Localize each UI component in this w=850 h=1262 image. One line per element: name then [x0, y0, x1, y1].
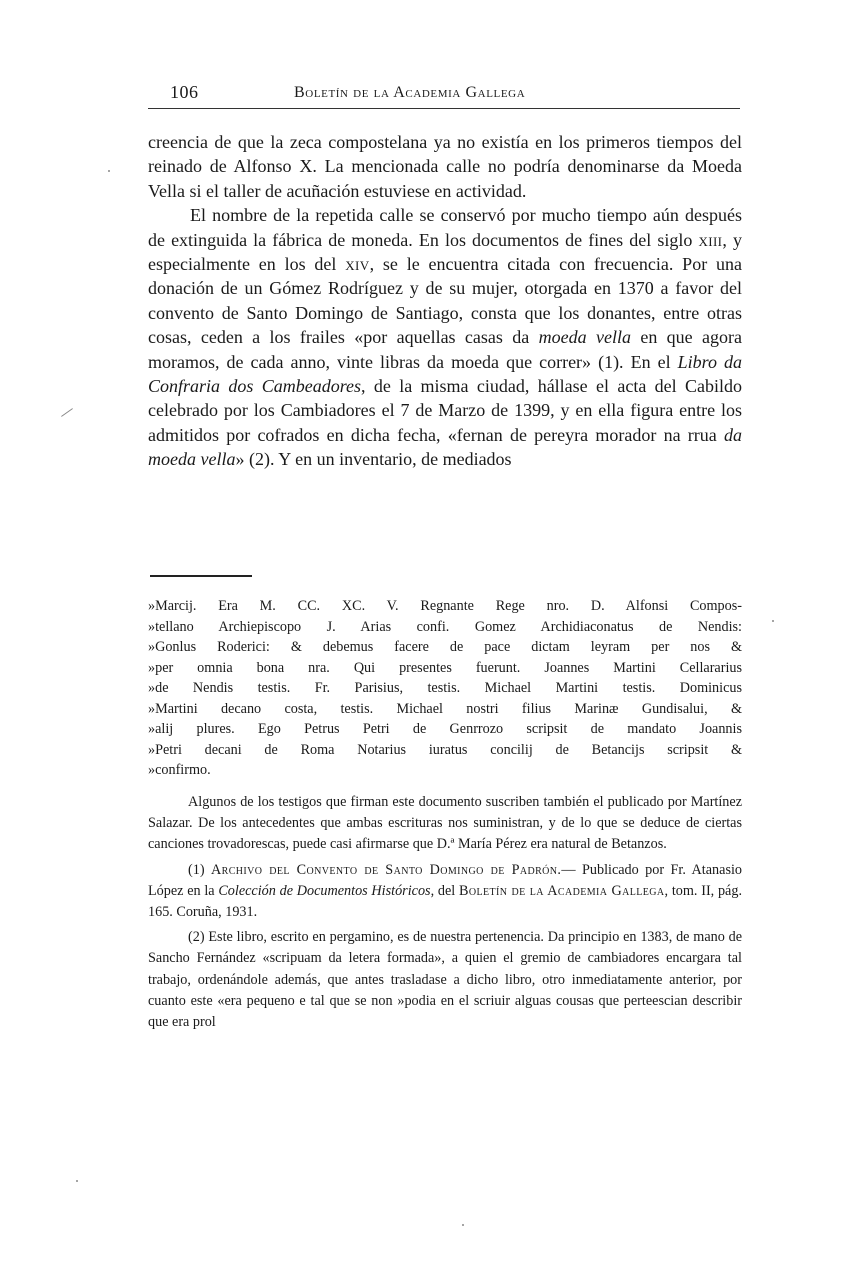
collection-title: Colección de Documentos Históricos: [218, 882, 431, 899]
century-xiv: xiv: [345, 254, 370, 275]
latin-line: »tellano Archiepiscopo J. Arias confi. Gomez Archidiaconatus de Nendis:: [148, 618, 742, 635]
footnote-2-mark: (2): [188, 929, 205, 946]
scan-speck: [772, 620, 774, 622]
scan-speck: [462, 1224, 464, 1226]
main-text: [148, 130, 742, 472]
latin-line: »per omnia bona nra. Qui presentes fuerunt. Joannes Martini Cellararius: [148, 659, 742, 676]
book-title: Libro da Confraria dos Cambeadores: [148, 351, 742, 397]
running-title: Boletín de la Academia Gallega: [294, 84, 526, 101]
scan-speck: [61, 408, 73, 417]
scan-speck: [108, 170, 110, 172]
latin-document-quote: [148, 596, 742, 781]
footnotes: [148, 792, 742, 1033]
page-number: 106: [170, 82, 199, 102]
paragraph-2: El nombre de la repetida calle se conservó por mucho tiempo aún después de extinguida la fábrica de moneda. En los documentos de fines del siglo xiii, y especialmente en los del xiv, se le encuentra citada con frecuencia. Por una donación de un Gómez Rodríguez y de su mujer, otorgada en 1370 a favor del convento de Santo Domingo de Santiago, consta que los donantes, entre otras cosas, ceden a los frailes «por aquellas casas da moeda vella en que agora moramos, de cada anno, vinte libras da moeda que correr» (1). En el Libro da Confraria dos Cambeadores, de la misma ciudad, hállase el acta del Cabildo celebrado por los Cambiadores el 7 de Marzo de 1399, y en ella figura entre los admitidos por cofrados en dicha fecha, «fernan de pereyra morador na rrua da moeda vella» (2). Y en un inventario, de mediados: [148, 205, 743, 470]
phrase-moeda-vella: moeda vella: [538, 327, 631, 348]
latin-line: »Marcij. Era M. CC. XC. V. Regnante Rege nro. D. Alfonsi Compos-: [148, 598, 742, 614]
latin-line: »Martini decano costa, testis. Michael nostri filius Marinæ Gundisalui, &: [148, 700, 742, 717]
scan-speck: [76, 1180, 78, 1182]
latin-line: »alij plures. Ego Petrus Petri de Genrrozo scripsit de mandato Joannis: [148, 721, 742, 737]
latin-line: »de Nendis testis. Fr. Parisius, testis. Michael Martini testis. Dominicus: [148, 680, 742, 696]
century-xiii: xiii: [698, 229, 723, 250]
archive-source: Archivo del Convento de Santo Domingo de Padrón.: [210, 861, 562, 878]
notes-paragraph: Algunos de los testigos que firman este documento suscriben también el publicado por Martínez Salazar. De los antecedentes que ambas escrituras nos suministran, y de lo que se deduce de ciertas canciones trovadorescas, puede casi afirmarse que D.ª María Pérez era natural de Betanzos.: [148, 794, 742, 853]
page-header: [148, 78, 740, 109]
journal-name: Boletín de la Academia Gallega: [458, 882, 665, 899]
phrase-da-moeda-vella: da moeda vella: [148, 424, 742, 470]
footnote-1-mark: (1): [188, 861, 205, 878]
latin-line: »Gonlus Roderici: & debemus facere de pace dictam leyram per nos &: [148, 639, 742, 655]
footnote-1: (1) Archivo del Convento de Santo Domingo de Padrón.— Publicado por Fr. Atanasio López en la Colección de Documentos Históricos, del Boletín de la Academia Gallega, tom. II, pág. 165. Coruña, 1931.: [148, 861, 742, 921]
footnote-rule: [150, 575, 252, 577]
latin-line: »confirmo.: [148, 762, 211, 778]
paragraph-1: creencia de que la zeca compostelana ya no existía en los primeros tiempos del reinado de Alfonso X. La mencionada calle no podría denominarse da Moeda Vella si el taller de acuñación estuviese en actividad.: [148, 132, 742, 201]
footnote-2: (2) Este libro, escrito en pergamino, es de nuestra pertenencia. Da principio en 1383, de mano de Sancho Fernández «scripuam da letera formada», a quien el gremio de cambiadores encargara tal trabajo, ordenándole además, que antes trasladase a dicho libro, otro inmediatamente anterior, por cuanto este «era pequeno e tal que se non »podia en el scriuir alguas cousas que perteescian describir que era prol: [148, 929, 743, 1031]
latin-line: »Petri decani de Roma Notarius iuratus concilij de Betancijs scripsit &: [148, 741, 742, 758]
